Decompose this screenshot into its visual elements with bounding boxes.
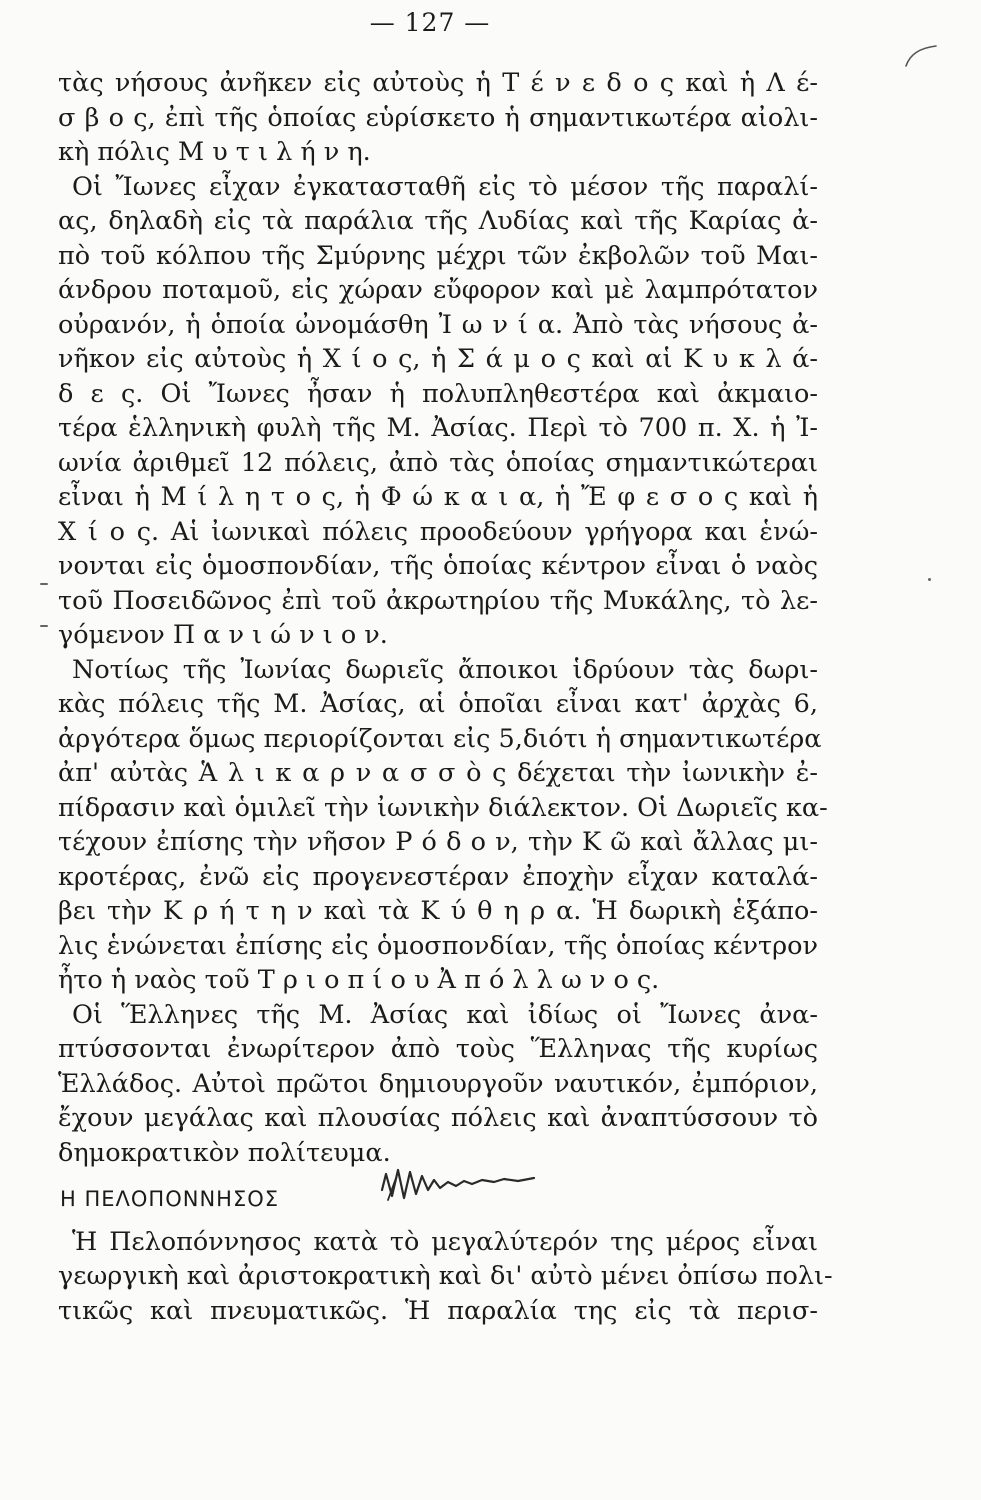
text-line: πὸ τοῦ κόλπου τῆς Σμύρνης μέχρι τῶν ἐκβολῶν τοῦ Μαι- <box>58 240 818 271</box>
text-line: γόμενον Π α ν ι ώ ν ι ο ν. <box>58 620 388 650</box>
text-line: ωνία ἀριθμεῖ 12 πόλεις, ἀπὸ τὰς ὁποίας σημαντικώτεραι <box>58 447 818 478</box>
text-line: τέρα ἑλληνικὴ φυλὴ τῆς Μ. Ἀσίας. Περὶ τὸ 700 π. Χ. ἡ Ἰ- <box>58 413 818 443</box>
text-line: σ β ο ς, ἐπὶ τῆς ὁποίας εὑρίσκετο ἡ σημαντικωτέρα αἰολι- <box>58 102 818 133</box>
text-line: Οἱ Ἴωνες εἶχαν ἐγκατασταθῆ εἰς τὸ μέσον τῆς παραλί- <box>72 171 818 202</box>
text-line: γεωργικὴ καὶ ἀριστοκρατικὴ καὶ δι' αὐτὸ μένει ὀπίσω πολι- <box>58 1261 833 1291</box>
text-line: τέχουν ἐπίσης τὴν νῆσον Ρ ό δ ο ν, τὴν Κ ῶ καὶ ἄλλας μι- <box>58 827 818 857</box>
text-line: εἶναι ἡ Μ ί λ η τ ο ς, ἡ Φ ώ κ α ι α, ἡ Ἔ φ ε σ ο ς καὶ ἡ <box>58 482 818 512</box>
text-line: Οἱ Ἕλληνες τῆς Μ. Ἀσίας καὶ ἰδίως οἱ Ἴωνες ἀνα- <box>72 999 818 1030</box>
text-line: ας, δηλαδὴ εἰς τὰ παράλια τῆς Λυδίας καὶ τῆς Καρίας ἀ- <box>58 206 818 236</box>
text-line: Χ ί ο ς. Αἱ ἰωνικαὶ πόλεις προοδεύουν γρήγορα και ἑνώ- <box>58 516 818 547</box>
text-line: λις ἑνώνεται ἐπίσης εἰς ὁμοσπονδίαν, τῆς ὁποίας κέντρον <box>58 930 818 961</box>
text-line: τικῶς καὶ πνευματικῶς. Ἡ παραλία της εἰς τὰ περισ- <box>58 1295 818 1326</box>
text-line: ἀργότερα ὅμως περιορίζονται εἰς 5,διότι ἡ σημαντικωτέρα <box>58 723 822 754</box>
text-line: δημοκρατικὸν πολίτευμα. <box>58 1137 391 1168</box>
section-heading: Η ΠΕΛΟΠΟΝΝΗΣΟΣ <box>60 1187 280 1211</box>
text-line: πίδρασιν καὶ ὁμιλεῖ τὴν ἰωνικὴν διάλεκτον. Οἱ Δωριεῖς κα- <box>58 792 828 823</box>
handwritten-scribble <box>378 1160 538 1210</box>
text-line: ἦτο ἡ ναὸς τοῦ Τ ρ ι ο π ί ο υ Ἀ π ό λ λ ω ν ο ς. <box>58 965 660 995</box>
page-speck <box>40 625 48 627</box>
body-text <box>58 66 833 1328</box>
page-speck <box>928 578 931 581</box>
text-line: νῆκον εἰς αὐτοὺς ἡ Χ ί ο ς, ἡ Σ ά μ ο ς καὶ αἱ Κ υ κ λ ά- <box>58 344 818 374</box>
text-line: κροτέρας, ἐνῶ εἰς προγενεστέραν ἐποχὴν εἶχαν καταλά- <box>58 861 818 892</box>
text-line: τὰς νήσους ἀνῆκεν εἰς αὐτοὺς ἡ Τ έ ν ε δ ο ς καὶ ἡ Λ έ- <box>58 68 818 98</box>
text-line: ἀπ' αὐτὰς Ἁ λ ι κ α ρ ν α σ σ ὸ ς δέχεται τὴν ἰωνικὴν ἐ- <box>58 758 818 788</box>
text-line: κὰς πόλεις τῆς Μ. Ἀσίας, αἱ ὁποῖαι εἶναι κατ' ἀρχὰς 6, <box>58 689 818 719</box>
text-line: δ ε ς. Οἱ Ἴωνες ἦσαν ἡ πολυπληθεστέρα καὶ ἀκμαιο- <box>58 378 818 409</box>
margin-mark <box>900 40 940 70</box>
text-line: τοῦ Ποσειδῶνος ἐπὶ τοῦ ἀκρωτηρίου τῆς Μυκάλης, τὸ λε- <box>58 585 818 616</box>
text-line: ἔχουν μεγάλας καὶ πλουσίας πόλεις καὶ ἀναπτύσσουν τὸ <box>58 1103 818 1133</box>
page-number: — 127 — <box>369 8 491 37</box>
text-line: πτύσσονται ἐνωρίτερον ἀπὸ τοὺς Ἕλληνας τῆς κυρίως <box>58 1034 818 1064</box>
text-line: Νοτίως τῆς Ἰωνίας δωριεῖς ἄποικοι ἱδρύουν τὰς δωρι- <box>72 654 818 685</box>
text-line: Ἑλλάδος. Αὐτοὶ πρῶτοι δημιουργοῦν ναυτικόν, ἐμπόριον, <box>58 1068 818 1099</box>
text-line: Ἡ Πελοπόννησος κατὰ τὸ μεγαλύτερόν της μέρος εἶναι <box>72 1226 818 1257</box>
text-line: οὐρανόν, ἡ ὁποία ὠνομάσθη Ἰ ω ν ί α. Ἀπὸ τὰς νήσους ἀ- <box>58 309 818 340</box>
text-line: άνδρου ποταμοῦ, εἰς χώραν εὔφορον καὶ μὲ λαμπρότατον <box>58 275 818 305</box>
text-line: κὴ πόλις Μ υ τ ι λ ή ν η. <box>58 137 371 167</box>
page-speck <box>40 583 48 585</box>
text-line: νονται εἰς ὁμοσπονδίαν, τῆς ὁποίας κέντρον εἶναι ὁ ναὸς <box>58 551 818 581</box>
text-line: βει τὴν Κ ρ ή τ η ν καὶ τὰ Κ ύ θ η ρ α. Ἡ δωρικὴ ἑξάπο- <box>58 896 818 926</box>
